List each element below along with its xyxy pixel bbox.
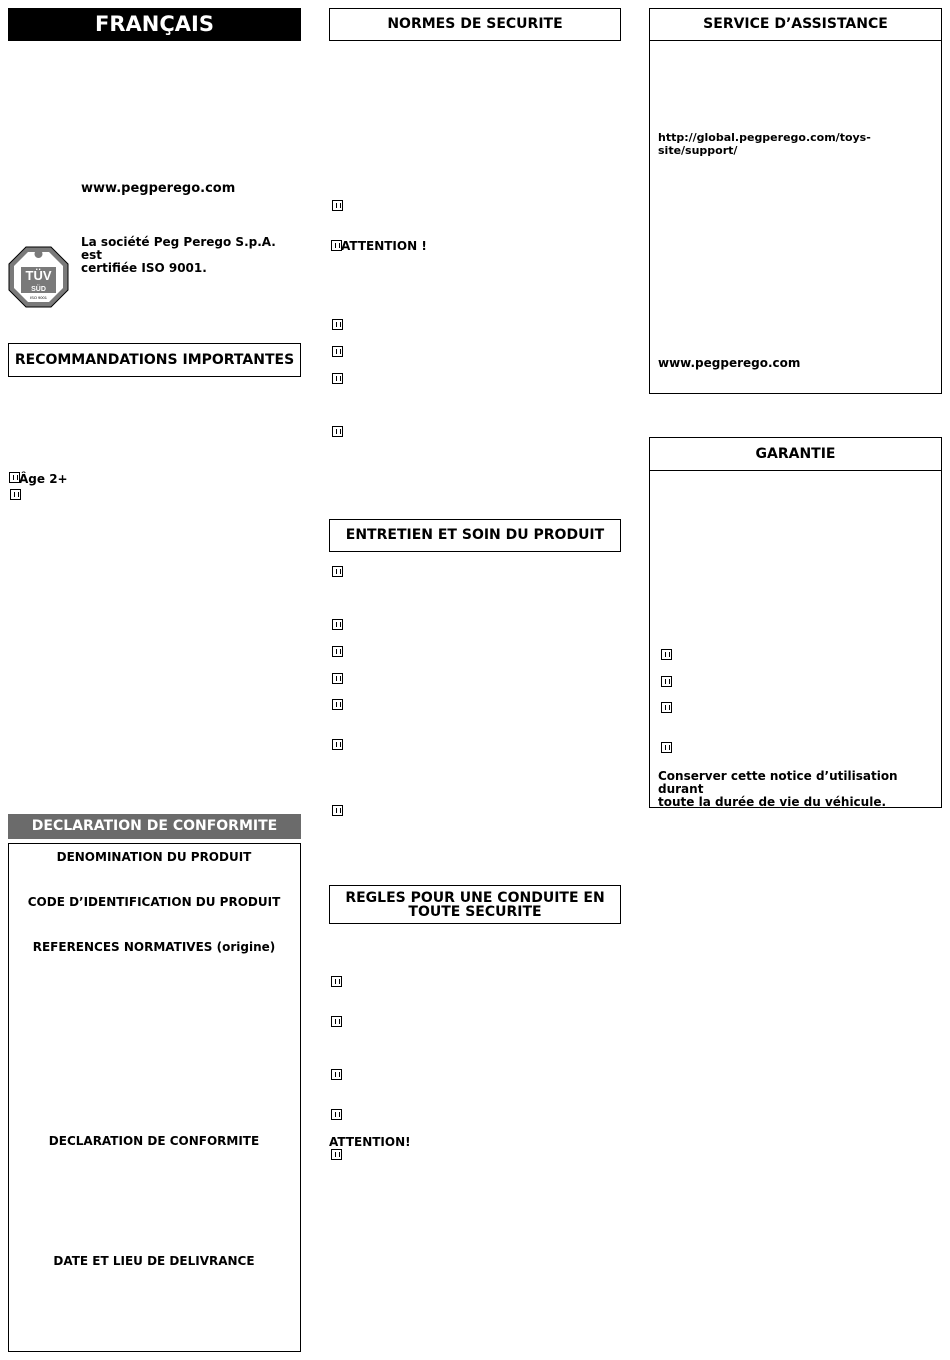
- age-label: Âge 2+: [19, 472, 68, 486]
- norms-suffix: (origine): [216, 940, 276, 954]
- bullet-icon: [332, 699, 343, 710]
- service-heading: SERVICE D’ASSISTANCE: [649, 8, 942, 41]
- driving-rules-heading: [329, 885, 621, 924]
- bullet-icon: [332, 373, 343, 384]
- bullet-icon: [331, 1069, 342, 1080]
- keep-manual-note: [658, 770, 938, 809]
- bullet-icon: [332, 673, 343, 684]
- bullet-icon: [332, 566, 343, 577]
- attention-label-2: ATTENTION!: [329, 1135, 411, 1149]
- logo-sub-text: SÜD: [31, 286, 46, 293]
- service-website-link[interactable]: www.pegperego.com: [658, 356, 801, 370]
- declaration-heading: DECLARATION DE CONFORMITE: [8, 814, 301, 839]
- bullet-icon: [661, 702, 672, 713]
- bullet-icon: [332, 739, 343, 750]
- bullet-icon: [332, 646, 343, 657]
- product-code-label: CODE D’IDENTIFICATION DU PRODUIT: [27, 895, 281, 909]
- recommendations-heading: RECOMMANDATIONS IMPORTANTES: [8, 343, 301, 377]
- tuv-sud-logo: [8, 246, 69, 308]
- date-place-label: DATE ET LIEU DE DELIVRANCE: [53, 1254, 255, 1268]
- norms-label: [10, 940, 298, 954]
- warranty-box: [649, 470, 942, 808]
- driving-heading-line-1: REGLES POUR UNE CONDUITE EN: [345, 889, 605, 906]
- safety-heading: NORMES DE SECURITE: [329, 8, 621, 41]
- service-box: [649, 40, 942, 394]
- declaration-box: [8, 843, 301, 1352]
- bullet-icon: [10, 489, 21, 500]
- bullet-icon: [332, 200, 343, 211]
- bullet-icon: [332, 619, 343, 630]
- bullet-icon: [661, 676, 672, 687]
- logo-cert-text: ISO 9001: [30, 295, 47, 300]
- bullet-icon: [331, 976, 342, 987]
- keep-line-1: Conserver cette notice d’utilisation durant: [658, 769, 898, 796]
- bullet-icon: [661, 649, 672, 660]
- maintenance-heading: ENTRETIEN ET SOIN DU PRODUIT: [329, 519, 621, 552]
- bullet-icon: [331, 1109, 342, 1120]
- support-url-link[interactable]: http://global.pegperego.com/toys-site/support/: [658, 131, 871, 157]
- tuv-certification-seal-icon: [8, 246, 69, 308]
- iso-line-2: certifiée ISO 9001.: [81, 261, 207, 275]
- website-link[interactable]: www.pegperego.com: [81, 181, 236, 196]
- language-title: FRANÇAIS: [8, 8, 301, 41]
- product-name-label: DENOMINATION DU PRODUIT: [56, 850, 252, 864]
- norms-text: REFERENCES NORMATIVES: [32, 940, 213, 954]
- conformity-label: DECLARATION DE CONFORMITE: [48, 1134, 260, 1148]
- iso-line-1: La société Peg Perego S.p.A. est: [81, 235, 276, 262]
- bullet-icon: [332, 319, 343, 330]
- bullet-icon: [661, 742, 672, 753]
- attention-label: ATTENTION !: [341, 239, 427, 253]
- bullet-icon: [332, 805, 343, 816]
- logo-brand-text: TÜV: [25, 268, 52, 283]
- warranty-heading: GARANTIE: [649, 437, 942, 471]
- bullet-icon: [332, 346, 343, 357]
- driving-heading-line-2: TOUTE SECURITE: [408, 903, 542, 920]
- bullet-icon: [332, 426, 343, 437]
- bullet-icon: [331, 1149, 342, 1160]
- iso-statement: [81, 236, 301, 275]
- bullet-icon: [331, 1016, 342, 1027]
- keep-line-2: toute la durée de vie du véhicule.: [658, 795, 887, 809]
